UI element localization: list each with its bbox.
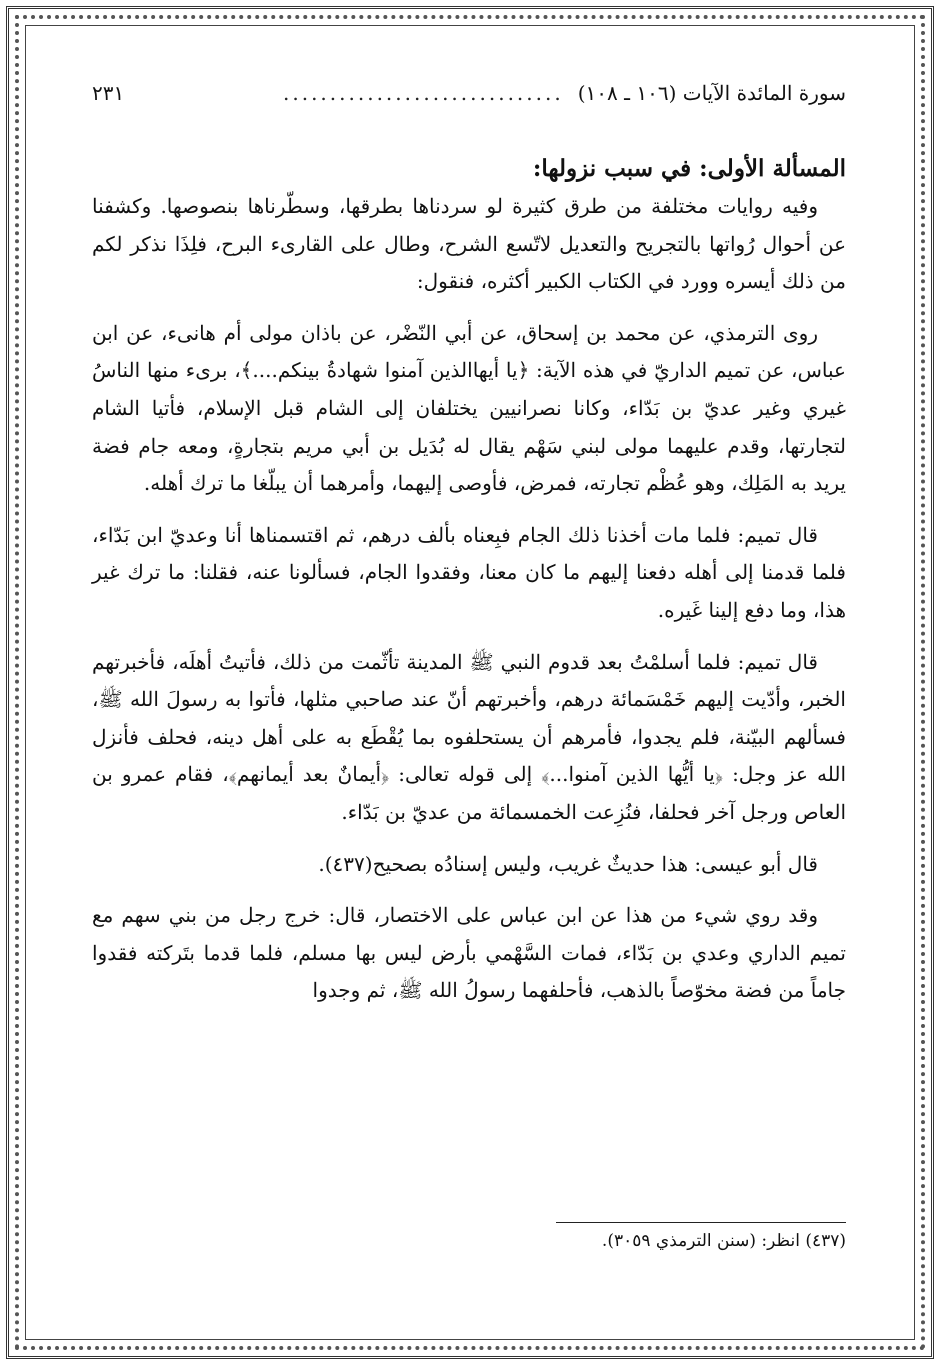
paragraph: وقد روي شيء من هذا عن ابن عباس على الاختصار، قال: خرج رجل من بني سهم مع تميم الداري وعدي بن بَدّاء، فمات السَّهْمي بأرض ليس بها مسلم، فلما قدما بتَركته فقدوا جاماً من فضة مخوّصاً بالذهب، فأحلفهما رسولُ الله ﷺ، ثم وجدوا — [92, 903, 846, 1003]
surah-title: سورة المائدة الآيات (١٠٦ ـ ١٠٨) — [577, 81, 846, 105]
paragraph: قال تميم: فلما مات أخذنا ذلك الجام فبِعناه بألف درهم، ثم اقتسمناها أنا وعديّ ابن بَدّاء، فلما قدمنا إلى أهله دفعنا إليهم ما كان معنا، وفقدوا الجام، فسألونا عنه، فقلنا: ما ترك غير هذا، وما دفع إلينا غَيره. — [92, 522, 846, 622]
footnote: (٤٣٧) انظر: (سنن الترمذي ٣٠٥٩). — [601, 1231, 846, 1251]
page-body — [92, 78, 846, 1010]
running-header — [92, 78, 846, 112]
leader-dots: .............................. — [283, 81, 564, 105]
paragraph: روى الترمذي، عن محمد بن إسحاق، عن أبي النّضْر، عن باذان مولى أم هانىء، عن ابن عباس، عن تميم الداريّ في هذه الآية: ﴿يا أيهاالذين آمنوا شهادةُ بينكم....﴾، برىء منها الناسُ غيري وغير عديّ بن بَدّاء، وكانا نصرانيين يختلفان إلى الشام قبل الإسلام، فأتيا الشام لتجارتها، وقدم عليهما مولى لبني سَهْم يقال له بُدَيل بن أبي مريم بتجارةٍ، ومعه جام فضة يريد به المَلِك، وهو عُظْم تجارته، فمرض، فأوصى إليهما، وأمرهما أن يبلّغا ما ترك أهله. — [92, 320, 846, 496]
footnote-separator — [556, 1222, 846, 1223]
page-number: ٢٣١ — [92, 81, 125, 105]
paragraph: قال أبو عيسى: هذا حديثٌ غريب، وليس إسنادُه بصحيح(٤٣٧). — [318, 851, 818, 876]
section-title: المسألة الأولى: في سبب نزولها: — [532, 155, 846, 182]
paragraph: وفيه روايات مختلفة من طرق كثيرة لو سردناها بطرقها، وسطّرناها بنصوصها. وكشفنا عن أحوال رُواتها بالتجريح والتعديل لاتّسع الشرح، وطال على القارىء البرح، فلِذَا نذكر لكم من ذلك أيسره وورد في الكتاب الكبير أكثره، فنقول: — [92, 194, 846, 294]
paragraph: قال تميم: فلما أسلمْتُ بعد قدوم النبي ﷺ المدينة تأثّمت من ذلك، فأتيتُ أهلَه، فأخبرتهم الخبر، وأدّيت إليهم خَمْسَمائة درهم، وأخبرتهم أنّ عند صاحبي مثلها، فأتوا به رسولَ الله ﷺ، فسألهم البيّنة، فلم يجدوا، فأمرهم أن يستحلفوه بما يُقْطَع به على أهل دينه، فحلف فأنزل الله عز وجل: ﴿يا أيُّها الذين آمنوا...﴾ إلى قوله تعالى: ﴿أيمانٌ بعد أيمانهم﴾، فقام عمرو بن العاص ورجل آخر فحلفا، فنُزِعت الخمسمائة من عديّ بن بَدّاء. — [92, 649, 846, 824]
